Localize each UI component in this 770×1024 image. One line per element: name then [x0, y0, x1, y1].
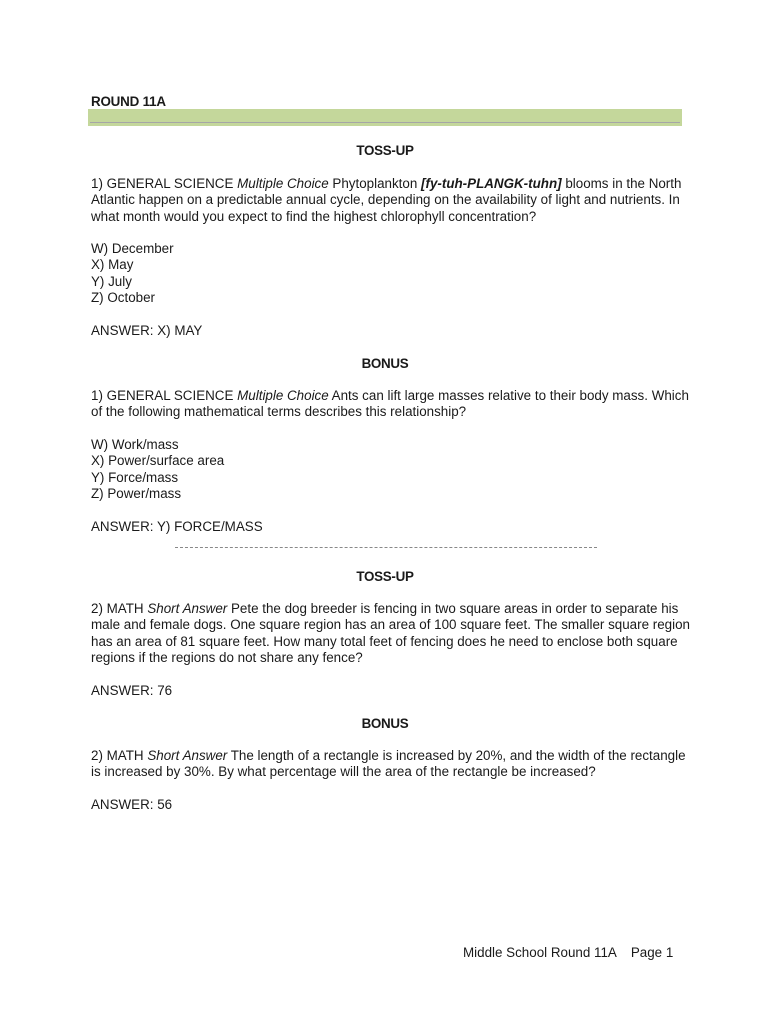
bonus-2-heading: BONUS [361, 716, 409, 731]
question-subject: MATH [106, 748, 144, 763]
tossup-2-question [91, 601, 691, 667]
question-text: Ants can lift large masses relative to their body mass. Which of the following mathematical terms describes this relationship? [91, 388, 689, 420]
question-number: 2) [91, 601, 103, 616]
bonus-2-question [91, 748, 691, 781]
question-text-b: blooms in the North Atlantic happen on a predictable annual cycle, depending on the availability of light and nutrients. In what month would you expect to find the highest chlorophyll concentration? [91, 176, 682, 224]
bonus-1-answer: ANSWER: Y) FORCE/MASS [91, 519, 263, 534]
choice-x: X) Power/surface area [91, 453, 225, 469]
question-format: Multiple Choice [237, 388, 329, 403]
tossup-1-answer: ANSWER: X) MAY [91, 323, 203, 338]
section-separator [175, 547, 597, 549]
tossup-1-question [91, 176, 691, 225]
choice-w: W) December [91, 241, 174, 256]
tossup-2-answer: ANSWER: 76 [91, 683, 173, 698]
question-number: 1) [91, 176, 103, 191]
choice-z: Z) October [91, 290, 155, 306]
tossup-1-heading: TOSS-UP [356, 143, 414, 158]
choice-y: Y) July [91, 273, 132, 289]
question-number: 1) [91, 388, 103, 403]
footer-label: Middle School Round 11A [463, 945, 617, 960]
bonus-1-choices [91, 437, 224, 503]
question-subject: MATH [106, 601, 144, 616]
choice-w: W) Work/mass [91, 437, 179, 452]
question-text-a: Phytoplankton [332, 176, 418, 191]
bonus-1-heading: BONUS [361, 356, 409, 371]
question-format: Multiple Choice [237, 176, 329, 191]
question-number: 2) [91, 748, 103, 763]
choice-y: Y) Force/mass [91, 469, 179, 485]
choice-x: X) May [91, 257, 134, 273]
question-format: Short Answer [147, 748, 228, 763]
bonus-1-question [91, 388, 691, 421]
tossup-1-choices [91, 241, 174, 307]
header-band-rule [90, 122, 680, 123]
round-title: ROUND 11A [91, 94, 166, 109]
page-number: Page 1 [630, 945, 674, 960]
question-text: The length of a rectangle is increased by 20%, and the width of the rectangle is increased by 30%. By what percentage will the area of the rectangle be increased? [91, 748, 686, 780]
pronunciation: [fy-tuh-PLANGK-tuhn] [421, 176, 562, 191]
bonus-2-answer: ANSWER: 56 [91, 797, 173, 812]
tossup-2-heading: TOSS-UP [356, 569, 414, 584]
question-subject: GENERAL SCIENCE [106, 176, 234, 191]
choice-z: Z) Power/mass [91, 486, 182, 502]
question-text: Pete the dog breeder is fencing in two square areas in order to separate his male and female dogs. One square region has an area of 100 square feet. The smaller square region has an area of 81 square feet. How many total feet of fencing does he need to enclose both square regions if the regions do not share any fence? [91, 601, 690, 666]
question-subject: GENERAL SCIENCE [106, 388, 234, 403]
header-band [88, 109, 682, 126]
question-format: Short Answer [147, 601, 228, 616]
page-footer [463, 945, 673, 960]
